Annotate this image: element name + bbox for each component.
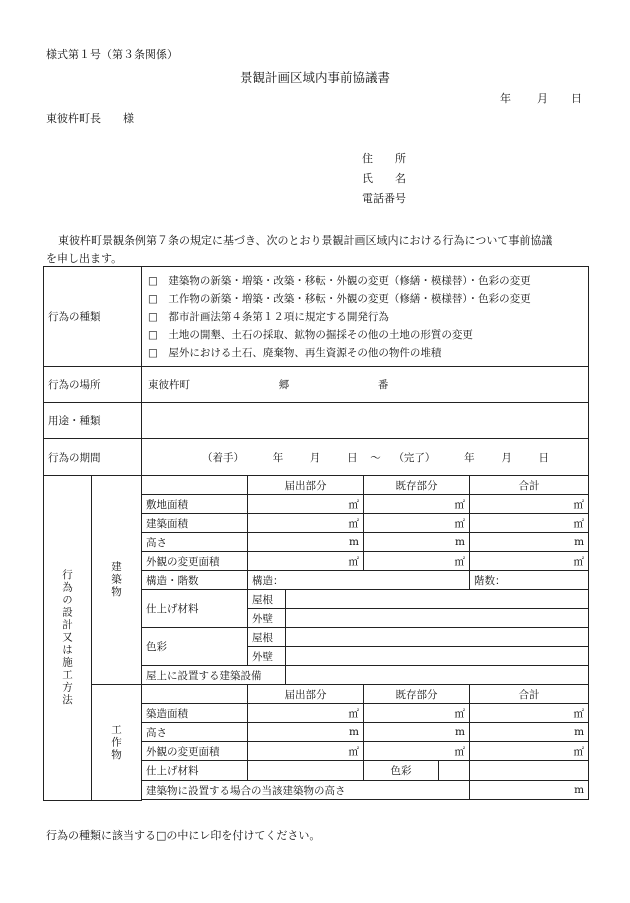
kind-option-development[interactable]: □ 都市計画法第４条第１２項に規定する開発行為 — [148, 310, 389, 323]
row-use — [44, 403, 589, 439]
works-label-cell — [92, 685, 142, 801]
finish-label: 仕上げ材料 — [142, 590, 248, 628]
place-label: 行為の場所 — [44, 367, 142, 403]
addressee: 東彼杵町長 様 — [46, 112, 134, 125]
building-facade-existing[interactable]: ㎡ — [364, 552, 470, 571]
finish-roof-field[interactable] — [286, 590, 589, 609]
building-label-cell — [92, 476, 142, 685]
building-facade-total[interactable]: ㎡ — [470, 552, 589, 571]
works-col-existing: 既存部分 — [364, 685, 470, 704]
building-facade-applied[interactable]: ㎡ — [248, 552, 364, 571]
period-start-month: 月 — [309, 451, 321, 464]
finish-roof-label: 屋根 — [248, 590, 286, 609]
construction-area-total[interactable]: ㎡ — [470, 704, 589, 723]
place-town: 東彼杵町 — [148, 379, 190, 391]
kind-label: 行為の種類 — [44, 267, 142, 367]
color-label: 色彩 — [142, 628, 248, 666]
building-col-total: 合計 — [470, 476, 589, 495]
works-color-field-a[interactable] — [439, 761, 470, 780]
building-area-applied[interactable]: ㎡ — [248, 514, 364, 533]
period-start-year: 年 — [272, 451, 284, 464]
period-end-month: 月 — [501, 451, 512, 464]
address-label: 住 所 — [362, 152, 406, 165]
finish-wall-field[interactable] — [286, 609, 589, 628]
site-area-applied[interactable]: ㎡ — [248, 495, 364, 514]
color-roof-field[interactable] — [286, 628, 589, 647]
row-kind — [44, 267, 589, 367]
works-header-blank — [142, 685, 248, 704]
building-height-label: 高さ — [142, 533, 248, 552]
period-label: 行為の期間 — [44, 439, 142, 476]
building-area-label: 建築面積 — [142, 514, 248, 533]
kind-option-structure[interactable]: □ 工作物の新築・増築・改築・移転・外観の変更（修繕・模様替）・色彩の変更 — [148, 292, 531, 305]
period-field[interactable] — [142, 439, 589, 476]
works-height-applied[interactable]: m — [248, 723, 364, 742]
place-field[interactable] — [142, 367, 589, 403]
building-height-total[interactable]: m — [470, 533, 589, 552]
intro-line-2: を申し出ます。 — [46, 252, 123, 265]
design-label: 行為の設計又は施工方法 — [61, 569, 73, 707]
kind-option-stockpile[interactable]: □ 屋外における土石、廃棄物、再生資源その他の物件の堆積 — [148, 346, 442, 359]
structure-floors-label: 構造・階数 — [142, 571, 248, 590]
works-height-total[interactable]: m — [470, 723, 589, 742]
color-wall-field[interactable] — [286, 647, 589, 666]
works-col-total: 合計 — [470, 685, 589, 704]
finish-wall-label: 外壁 — [248, 609, 286, 628]
works-color-subtable — [364, 761, 469, 780]
works-finish-field[interactable] — [248, 761, 364, 781]
period-end: （完了） — [393, 451, 436, 464]
on-building-height-label: 建築物に設置する場合の当該建築物の高さ — [142, 781, 470, 800]
row-period — [44, 439, 589, 476]
site-area-total[interactable]: ㎡ — [470, 495, 589, 514]
building-col-applied: 届出部分 — [248, 476, 364, 495]
on-building-height-field[interactable]: m — [470, 781, 589, 800]
building-label: 建築物 — [110, 561, 122, 599]
date-month[interactable]: 月 — [537, 92, 548, 105]
phone-label: 電話番号 — [362, 192, 406, 205]
period-end-year: 年 — [464, 451, 475, 464]
works-facade-label: 外観の変更面積 — [142, 742, 248, 761]
works-height-existing[interactable]: m — [364, 723, 470, 742]
structure-field[interactable]: 構造： — [248, 571, 470, 590]
building-col-existing: 既存部分 — [364, 476, 470, 495]
building-area-total[interactable]: ㎡ — [470, 514, 589, 533]
building-height-applied[interactable]: m — [248, 533, 364, 552]
period-start: （着手） — [202, 451, 244, 464]
works-finish-label: 仕上げ材料 — [142, 761, 248, 781]
works-facade-applied[interactable]: ㎡ — [248, 742, 364, 761]
works-col-applied: 届出部分 — [248, 685, 364, 704]
site-area-label: 敷地面積 — [142, 495, 248, 514]
construction-area-label: 築造面積 — [142, 704, 248, 723]
use-label: 用途・種類 — [44, 403, 142, 439]
building-header-blank — [142, 476, 248, 495]
page-title: 景観計画区域内事前協議書 — [239, 70, 390, 85]
application-form-table — [43, 266, 589, 801]
works-facade-existing[interactable]: ㎡ — [364, 742, 470, 761]
works-facade-total[interactable]: ㎡ — [470, 742, 589, 761]
building-header-row — [44, 476, 589, 495]
period-end-day: 日 — [538, 451, 549, 464]
design-label-cell — [44, 476, 92, 801]
table-spacer-cell — [142, 800, 589, 801]
kind-options — [142, 267, 589, 367]
intro-line-1: 東彼杵町景観条例第７条の規定に基づき、次のとおり景観計画区域内における行為について事前協議 — [58, 234, 553, 247]
row-place — [44, 367, 589, 403]
works-label: 工作物 — [110, 723, 122, 761]
building-facade-label: 外観の変更面積 — [142, 552, 248, 571]
works-color-cell — [364, 761, 470, 781]
kind-option-building[interactable]: □ 建築物の新築・増築・改築・移転・外観の変更（修繕・模様替）・色彩の変更 — [148, 274, 531, 287]
place-ban: 番 — [377, 379, 389, 391]
works-color-field-b[interactable] — [470, 761, 589, 781]
period-start-day: 日 — [347, 451, 358, 464]
form-number: 様式第１号（第３条関係） — [46, 48, 178, 61]
rooftop-equipment-label: 屋上に設置する建築設備 — [142, 666, 286, 685]
color-wall-label: 外壁 — [248, 647, 286, 666]
building-height-existing[interactable]: m — [364, 533, 470, 552]
name-label: 氏 名 — [362, 172, 406, 185]
site-area-existing[interactable]: ㎡ — [364, 495, 470, 514]
color-roof-label: 屋根 — [248, 628, 286, 647]
floors-field[interactable]: 階数： — [470, 571, 589, 590]
period-tilde: ～ — [370, 451, 381, 464]
works-height-label: 高さ — [142, 723, 248, 742]
construction-area-existing[interactable]: ㎡ — [364, 704, 470, 723]
footer-note: 行為の種類に該当する□の中にレ印を付けてください。 — [46, 829, 321, 842]
rooftop-equipment-field[interactable] — [286, 666, 589, 685]
works-color-label: 色彩 — [364, 761, 439, 780]
kind-option-land-change[interactable]: □ 土地の開墾、土石の採取、鉱物の掘採その他の土地の形質の変更 — [148, 328, 473, 341]
construction-area-applied[interactable]: ㎡ — [248, 704, 364, 723]
place-go: 郷 — [278, 379, 290, 391]
works-header-row — [44, 685, 589, 704]
building-area-existing[interactable]: ㎡ — [364, 514, 470, 533]
date-day[interactable]: 日 — [571, 92, 582, 105]
date-year[interactable]: 年 — [500, 92, 511, 105]
use-field[interactable] — [142, 403, 589, 439]
